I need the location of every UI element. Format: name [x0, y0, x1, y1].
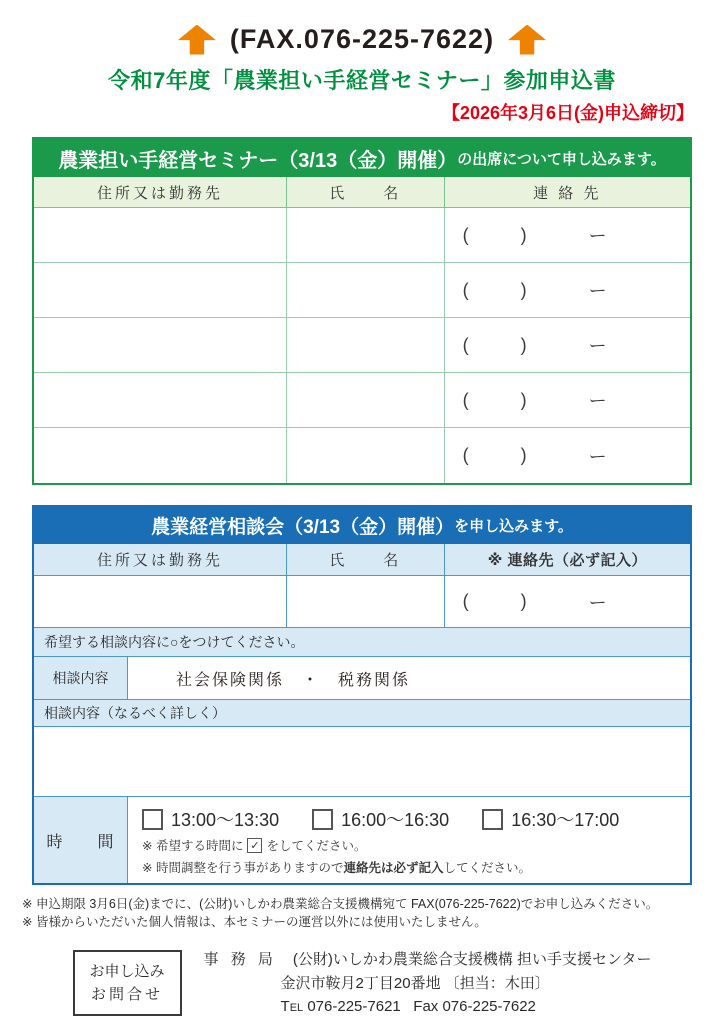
time-row — [34, 797, 690, 883]
footnote-privacy: ※ 皆様からいただいた個人情報は、本セミナーの運営以外には使用いたしません。 — [22, 915, 487, 930]
time-label: 時 間 — [34, 797, 128, 883]
seminar-table-title — [34, 139, 690, 177]
time-note-1 — [142, 836, 684, 854]
tel-number: 076-225-7621 — [307, 997, 401, 1015]
phone-dash: ー — [588, 336, 607, 356]
fax-number: (FAX.076-225-7622) — [229, 24, 495, 54]
name-input-cell[interactable] — [286, 208, 445, 262]
time-slot-1 — [142, 806, 279, 832]
fax-label: Fax — [413, 997, 439, 1015]
seminar-row-3 — [34, 318, 690, 373]
paren-close: ) — [520, 445, 527, 465]
seminar-header-row — [34, 177, 690, 208]
col-header-address: 住所又は勤務先 — [96, 552, 223, 569]
form-title: 令和7年度「農業担い手経営セミナー」参加申込書 — [108, 68, 616, 93]
contact-info — [204, 948, 652, 1018]
application-deadline: 【2026年3月6日(金)申込締切】 — [441, 103, 694, 123]
paren-close: ) — [520, 334, 527, 355]
time-note-2-bold: 連絡先は必ず記入 — [343, 861, 444, 875]
phone-dash: ー — [588, 391, 607, 411]
paren-open: ( — [462, 224, 469, 245]
name-input-cell[interactable] — [286, 373, 445, 427]
paren-close: ) — [520, 224, 527, 245]
tel-fax-line — [204, 995, 652, 1018]
address-input-cell[interactable] — [34, 576, 286, 627]
phone-dash: ー — [588, 226, 607, 246]
address-input-cell[interactable] — [34, 428, 286, 483]
contact-section — [0, 948, 724, 1018]
seminar-row-1 — [34, 208, 690, 263]
col-header-contact: 連 絡 先 — [533, 184, 602, 202]
footnotes — [22, 895, 702, 931]
seminar-title-sub: の出席について申し込みます。 — [457, 150, 666, 168]
time-note-2-post: してください。 — [443, 861, 531, 875]
name-input-cell[interactable] — [286, 428, 445, 483]
time-slot-list — [142, 806, 684, 832]
consult-header-row — [34, 544, 690, 576]
time-note-2 — [142, 858, 684, 876]
name-input-cell[interactable] — [286, 263, 445, 317]
time-options — [128, 797, 690, 883]
phone-dash: ー — [588, 446, 607, 467]
contact-input-cell[interactable] — [445, 263, 690, 317]
paren-open: ( — [462, 445, 469, 465]
address-input-cell[interactable] — [34, 373, 286, 427]
contact-input-cell[interactable] — [445, 373, 690, 427]
footnote-deadline: ※ 申込期限 3月6日(金)までに、(公財)いしかわ農業総合支援機構宛て FAX(076-225-7622)でお申し込みください。 — [22, 897, 659, 911]
paren-open: ( — [462, 279, 469, 300]
up-arrow-icon — [508, 25, 546, 55]
consult-table — [32, 505, 692, 885]
contact-box-line2: お問合せ — [91, 986, 164, 1004]
contact-box-line1: お申し込み — [89, 962, 165, 980]
col-header-name: 氏 名 — [286, 544, 445, 575]
contact-input-cell[interactable] — [445, 208, 690, 262]
consult-content-row — [34, 657, 690, 700]
fax-header — [0, 0, 724, 55]
paren-close: ) — [520, 279, 527, 300]
time-slot-2 — [312, 806, 449, 832]
consult-detail-label: 相談内容（なるべく詳しく） — [34, 700, 690, 727]
paren-open: ( — [462, 389, 469, 410]
name-input-cell[interactable] — [286, 576, 445, 627]
seminar-row-4 — [34, 373, 690, 428]
seminar-title-main: 農業担い手経営セミナー（3/13（金）開催） — [58, 149, 458, 172]
phone-dash: ー — [588, 592, 607, 613]
time-note-2-pre: ※ 時間調整を行う事がありますので — [142, 861, 344, 875]
org-address: 金沢市鞍月2丁目20番地 〔担当：木田〕 — [280, 974, 550, 992]
fax-number-bottom: 076-225-7622 — [442, 997, 536, 1015]
consult-title-main: 農業経営相談会（3/13（金）開催） — [151, 517, 455, 538]
time-slot-1-label: 13:00～13:30 — [171, 810, 280, 830]
circle-instruction: 希望する相談内容に○をつけてください。 — [34, 628, 690, 657]
seminar-table — [32, 137, 692, 485]
checked-box-icon: ✓ — [247, 838, 262, 853]
org-label: 事 務 局 — [203, 951, 277, 969]
seminar-row-5 — [34, 428, 690, 483]
consult-detail-input-area[interactable] — [34, 727, 690, 797]
contact-input-cell[interactable] — [445, 318, 690, 372]
time-note-1-post: をしてください。 — [266, 839, 367, 853]
time-slot-3 — [482, 806, 619, 832]
time-checkbox-1[interactable] — [142, 809, 163, 830]
consult-options[interactable]: 社会保険関係 ・ 税務関係 — [128, 657, 690, 699]
time-checkbox-2[interactable] — [312, 809, 333, 830]
contact-input-cell[interactable] — [445, 576, 690, 627]
paren-close: ) — [520, 389, 527, 410]
col-header-address: 住所又は勤務先 — [96, 184, 223, 202]
org-name: (公財)いしかわ農業総合支援機構 担い手支援センター — [292, 951, 652, 969]
up-arrow-icon — [178, 25, 216, 55]
name-input-cell[interactable] — [286, 318, 445, 372]
paren-close: ) — [520, 591, 527, 611]
consult-content-label: 相談内容 — [34, 657, 128, 699]
phone-dash: ー — [588, 281, 607, 301]
paren-open: ( — [462, 334, 469, 355]
org-line — [204, 948, 652, 971]
time-note-1-pre: ※ 希望する時間に — [142, 839, 244, 853]
contact-box — [73, 950, 182, 1017]
contact-input-cell[interactable] — [445, 428, 690, 483]
consult-row-1 — [34, 576, 690, 628]
time-slot-2-label: 16:00～16:30 — [341, 810, 450, 830]
address-input-cell[interactable] — [34, 208, 286, 262]
time-note-2-text — [142, 858, 531, 876]
consult-title-sub: を申し込みます。 — [454, 518, 573, 535]
address-input-cell[interactable] — [34, 318, 286, 372]
paren-open: ( — [462, 591, 469, 611]
address-input-cell[interactable] — [34, 263, 286, 317]
seminar-row-2 — [34, 263, 690, 318]
consult-table-title — [34, 507, 690, 544]
col-header-name: 氏 名 — [286, 177, 445, 207]
col-header-contact-required: ※ 連絡先（必ず記入） — [487, 552, 647, 569]
time-checkbox-3[interactable] — [482, 809, 503, 830]
tel-label: Tel — [280, 997, 304, 1015]
time-slot-3-label: 16:30～17:00 — [511, 810, 620, 830]
